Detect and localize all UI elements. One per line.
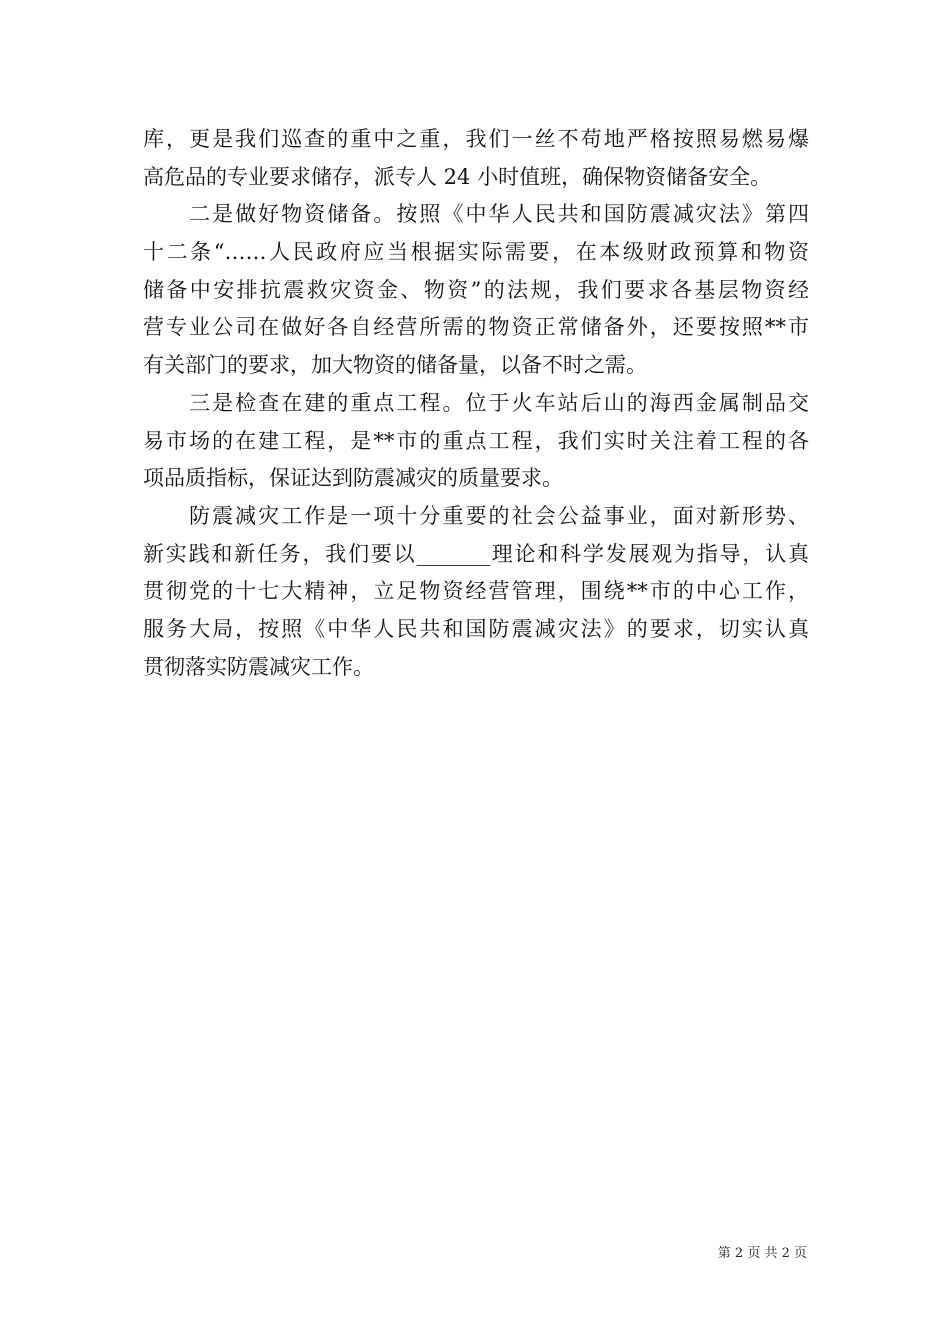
- text-line: 有关部门的要求，加大物资的储备量，以备不时之需。: [143, 353, 647, 378]
- text-line: 营专业公司在做好各自经营所需的物资正常储备外，还要按照**市: [143, 315, 809, 340]
- text-line: 库，更是我们巡查的重中之重，我们一丝不苟地严格按照易燃易爆: [143, 127, 809, 151]
- text-line: 贯彻党的十七大精神，立足物资经营管理，围绕**市的中心工作，: [143, 579, 809, 604]
- document-body: [143, 121, 809, 686]
- text-line: 二是做好物资储备。按照《中华人民共和国防震减灾法》第四: [143, 202, 809, 227]
- text-line: 十二条“……人民政府应当根据实际需要，在本级财政预算和物资: [143, 240, 809, 265]
- text-line: 服务大局，按照《中华人民共和国防震减灾法》的要求，切实认真: [143, 616, 809, 641]
- text-line: 新实践和新任务，我们要以_______理论和科学发展观为指导，认真: [143, 541, 809, 566]
- text-line: 项品质指标，保证达到防震减灾的质量要求。: [143, 466, 563, 491]
- text-line: 防震减灾工作是一项十分重要的社会公益事业，面对新形势、: [143, 503, 809, 528]
- text-line: 易市场的在建工程，是**市的重点工程，我们实时关注着工程的各: [143, 428, 809, 453]
- page-number: 第 2 页 共 2 页: [717, 1246, 807, 1261]
- text-line: 高危品的专业要求储存，派专人 24 小时值班，确保物资储备安全。: [143, 164, 772, 189]
- text-line: 贯彻落实防震减灾工作。: [143, 654, 374, 679]
- text-line: 三是检查在建的重点工程。位于火车站后山的海西金属制品交: [143, 390, 809, 415]
- text-line: 储备中安排抗震救灾资金、物资”的法规，我们要求各基层物资经: [143, 277, 809, 302]
